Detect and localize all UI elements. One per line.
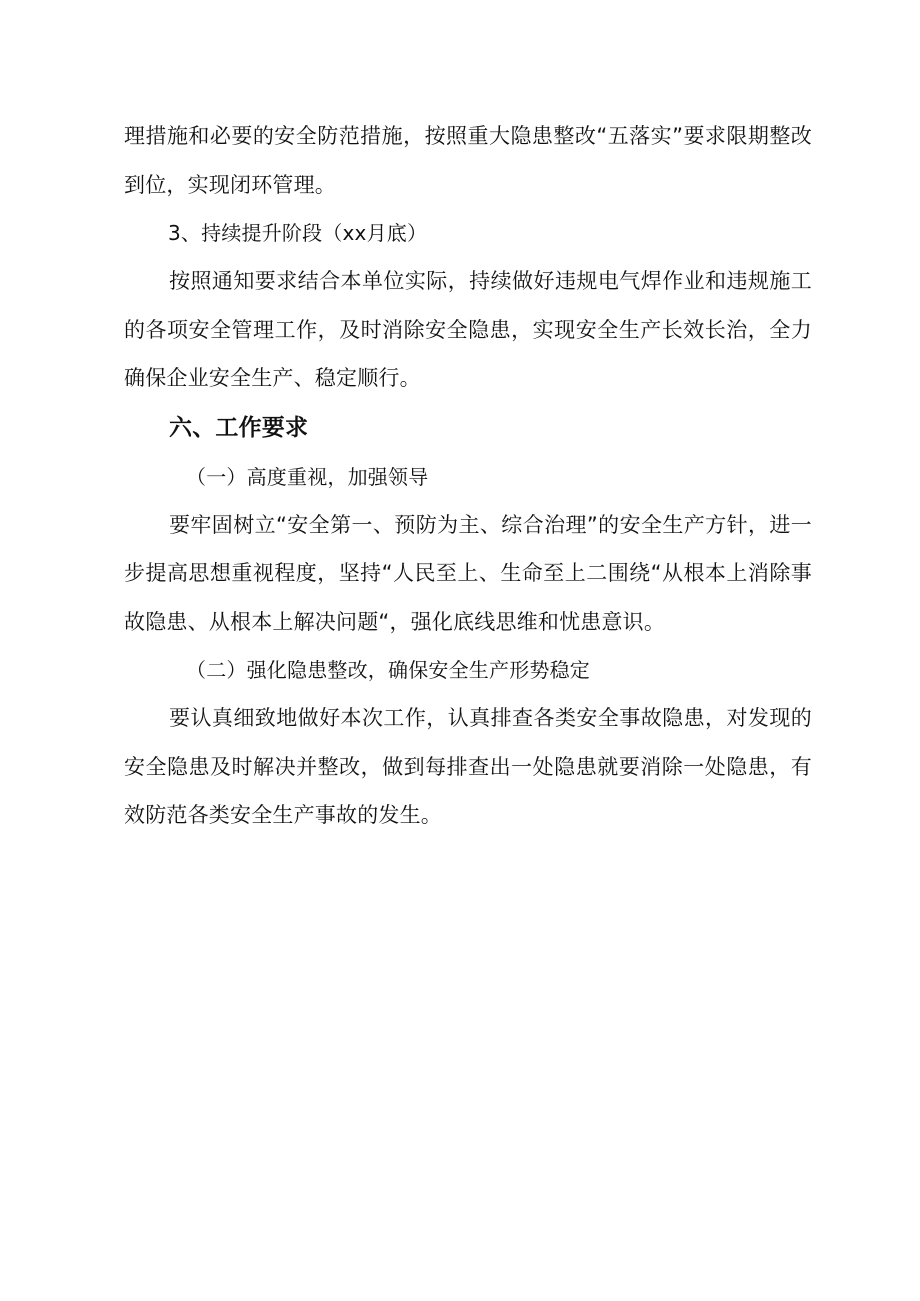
paragraph-hazard-rectification: 要认真细致地做好本次工作，认真排查各类安全事故隐患，对发现的安全隐患及时解决并整改，做到每排查出一处隐患就要消除一处隐患，有效防范各类安全生产事故的发生。 <box>124 706 812 827</box>
section-6-heading: 六、工作要求 <box>169 414 309 441</box>
paragraph-rectification-measures: 理措施和必要的安全防范措施，按照重大隐患整改“五落实”要求限期整改到位，实现闭环管理。 <box>124 124 812 197</box>
document-body <box>124 112 812 840</box>
paragraph-continuous-improvement: 按照通知要求结合本单位实际，持续做好违规电气焊作业和违规施工的各项安全管理工作，及时消除安全隐患，实现安全生产长效长治，全力确保企业安全生产、稳定顺行。 <box>124 269 812 390</box>
stage-3-heading: 3、持续提升阶段（xx月底） <box>168 221 428 245</box>
subsection-2-heading: （二）强化隐患整改，确保安全生产形势稳定 <box>186 658 590 682</box>
subsection-1-heading: （一）高度重视，加强领导 <box>186 464 429 489</box>
paragraph-safety-policy: 要牢固树立“安全第一、预防为主、综合治理”的安全生产方针，进一步提高思想重视程度，坚持“人民至上、生命至上二围绕“从根本上消除事故隐患、从根本上解决问题“，强化底线思维和忧患意识。 <box>124 512 812 634</box>
